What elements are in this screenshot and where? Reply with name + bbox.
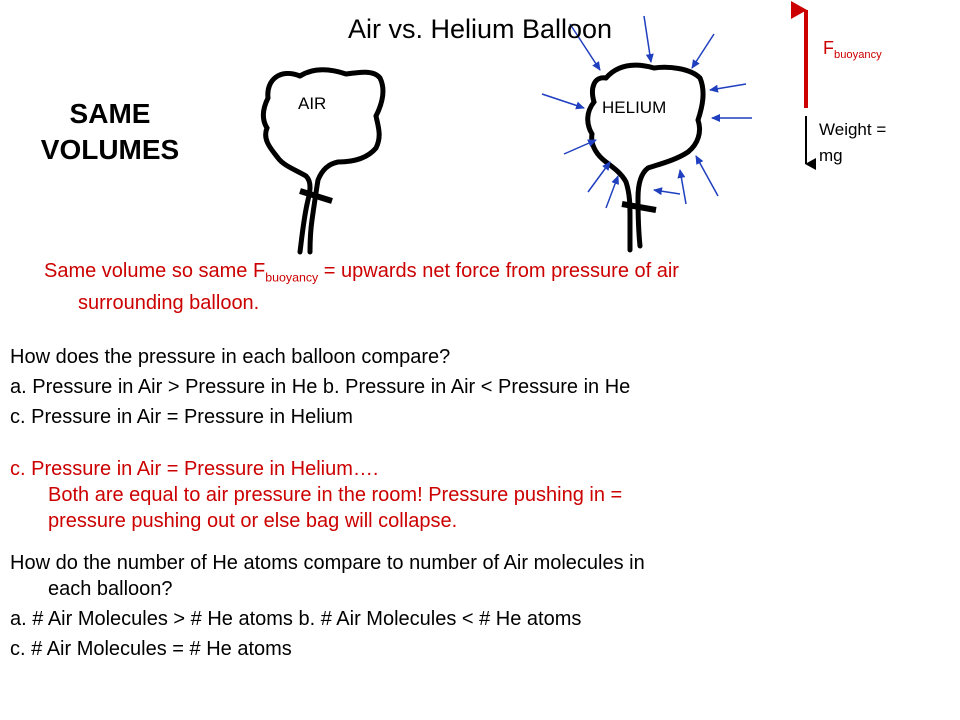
question1 bbox=[10, 344, 950, 430]
answer1-line3: pressure pushing out or else bag will collapse. bbox=[48, 510, 458, 532]
same-volumes-line2: VOLUMES bbox=[40, 134, 180, 165]
air-balloon-label: AIR bbox=[298, 94, 327, 113]
answer1-line2: Both are equal to air pressure in the room! Pressure pushing in = bbox=[48, 484, 623, 506]
pressure-arrow bbox=[542, 94, 584, 108]
buoyancy-label bbox=[823, 38, 882, 61]
statement-part2: = upwards net force from pressure of air bbox=[318, 260, 679, 282]
statement-line2: surrounding balloon. bbox=[78, 292, 260, 315]
pressure-arrow bbox=[696, 156, 718, 196]
question2 bbox=[10, 550, 950, 662]
answer1-line1: c. Pressure in Air = Pressure in Helium…. bbox=[10, 458, 379, 480]
buoyancy-statement bbox=[44, 258, 944, 316]
pressure-arrow bbox=[654, 190, 680, 194]
question2-option-c: c. # Air Molecules = # He atoms bbox=[10, 638, 292, 660]
same-volumes-label bbox=[30, 96, 190, 168]
pressure-arrow bbox=[606, 176, 618, 208]
question1-prompt: How does the pressure in each balloon compare? bbox=[10, 346, 451, 368]
question2-prompt-line2: each balloon? bbox=[48, 578, 173, 600]
statement-part1: Same volume so same F bbox=[44, 260, 266, 282]
pressure-arrow bbox=[588, 162, 610, 192]
weight-line1: Weight = bbox=[819, 120, 887, 139]
buoyancy-subscript: buoyancy bbox=[834, 48, 882, 61]
weight-label bbox=[819, 117, 886, 169]
same-volumes-line1: SAME bbox=[69, 98, 151, 129]
page-title: Air vs. Helium Balloon bbox=[347, 14, 613, 44]
helium-balloon-label: HELIUM bbox=[602, 98, 667, 117]
buoyancy-main: F bbox=[823, 38, 834, 58]
statement-subscript: buoyancy bbox=[265, 270, 319, 285]
helium-balloon bbox=[588, 65, 703, 250]
question2-option-a: a. # Air Molecules > # He atoms b. # Air Molecules < # He atoms bbox=[10, 608, 582, 630]
question1-option-c: c. Pressure in Air = Pressure in Helium bbox=[10, 406, 353, 428]
question1-option-a: a. Pressure in Air > Pressure in He b. Pressure in Air < Pressure in He bbox=[10, 376, 631, 398]
pressure-arrow bbox=[680, 170, 686, 204]
weight-line2: mg bbox=[819, 146, 843, 165]
pressure-arrow bbox=[710, 84, 746, 90]
question2-prompt-line1: How do the number of He atoms compare to number of Air molecules in bbox=[10, 552, 645, 574]
answer1 bbox=[10, 456, 950, 534]
